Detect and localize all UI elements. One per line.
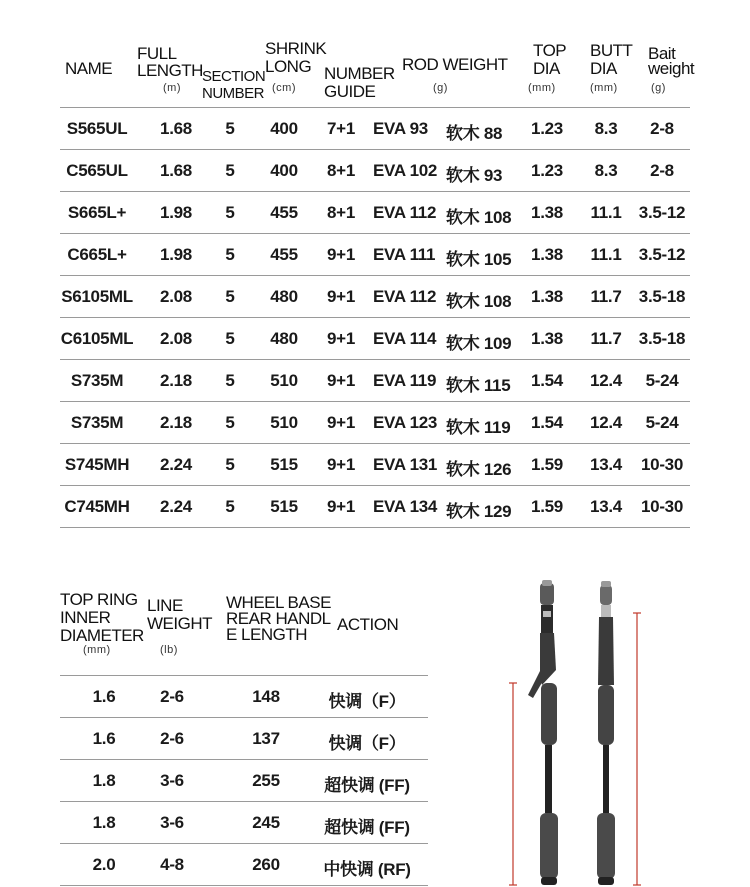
ring-cell-line: 2-6	[160, 729, 184, 748]
header-top-dia-2: DIA	[533, 59, 560, 78]
unit-line: (lb)	[160, 644, 178, 656]
spec-cell-name: S735M	[70, 413, 124, 432]
spec-cell-shrink: 400	[270, 119, 298, 138]
unit-bait: (g)	[651, 82, 666, 94]
header-full-length-1: FULL	[137, 44, 177, 63]
spec-cell-length: 2.18	[160, 371, 192, 390]
ring-cell-base: 245	[252, 813, 280, 832]
spec-cell-length: 2.18	[160, 413, 192, 432]
ring-row-rule	[60, 885, 428, 886]
spec-cell-butt-dia: 8.3	[594, 161, 618, 180]
spec-cell-top-dia: 1.54	[531, 413, 563, 432]
ring-cell-line: 2-6	[160, 687, 184, 706]
ring-row-rule	[60, 843, 428, 844]
spec-cell-length: 2.08	[160, 287, 192, 306]
spec-cell-name: S6105ML	[61, 287, 133, 306]
header-top-ring-2: INNER	[60, 608, 111, 627]
casting-rod-handle	[528, 580, 558, 885]
header-full-length-2: LENGTH	[137, 61, 203, 80]
spec-cell-eva: EVA 111	[373, 245, 436, 264]
spec-cell-length: 2.24	[160, 455, 192, 474]
header-butt-dia-1: BUTT	[590, 41, 633, 60]
ring-row-rule	[60, 801, 428, 802]
header-action: ACTION	[337, 615, 399, 634]
spinning-rod-handle	[597, 581, 615, 885]
spec-cell-eva: EVA 102	[373, 161, 438, 180]
spec-cell-top-dia: 1.38	[531, 287, 563, 306]
row-rule	[60, 485, 690, 486]
spec-cell-cork: 软木 115	[446, 376, 511, 395]
header-rod-weight: ROD WEIGHT	[402, 55, 508, 74]
spec-cell-guides: 8+1	[327, 161, 355, 180]
ring-cell-ring: 1.6	[92, 687, 116, 706]
spec-cell-sections: 5	[225, 203, 235, 222]
header-section-1: SECTION	[202, 68, 266, 85]
header-line-2: WEIGHT	[147, 614, 212, 633]
spec-cell-length: 1.98	[160, 203, 192, 222]
spec-cell-sections: 5	[225, 329, 235, 348]
spec-cell-top-dia: 1.59	[531, 497, 563, 516]
row-rule	[60, 149, 690, 150]
spec-cell-butt-dia: 13.4	[590, 497, 622, 516]
spec-cell-name: C6105ML	[60, 329, 134, 348]
spec-cell-length: 1.98	[160, 245, 192, 264]
spec-cell-sections: 5	[225, 245, 235, 264]
spec-cell-cork: 软木 129	[446, 502, 512, 521]
spec-cell-length: 2.24	[160, 497, 192, 516]
spec-cell-guides: 9+1	[327, 455, 355, 474]
spec-cell-shrink: 400	[270, 161, 298, 180]
spec-cell-sections: 5	[225, 371, 235, 390]
spec-cell-top-dia: 1.38	[531, 203, 563, 222]
spec-cell-length: 1.68	[160, 119, 192, 138]
row-rule	[60, 275, 690, 276]
header-line-1: LINE	[147, 596, 183, 615]
spec-cell-guides: 9+1	[327, 245, 355, 264]
row-rule	[60, 191, 690, 192]
spec-cell-eva: EVA 131	[373, 455, 438, 474]
header-top-ring-1: TOP RING	[60, 590, 138, 609]
spec-cell-eva: EVA 112	[373, 287, 437, 306]
spec-cell-eva: EVA 112	[373, 203, 437, 222]
fishing-rod-handles-image	[500, 575, 650, 887]
row-rule	[60, 527, 690, 528]
spec-cell-sections: 5	[225, 161, 235, 180]
spec-cell-eva: EVA 119	[373, 371, 437, 390]
ring-cell-base: 255	[252, 771, 280, 790]
ring-row-rule	[60, 759, 428, 760]
spec-cell-butt-dia: 11.1	[590, 203, 622, 222]
row-rule	[60, 401, 690, 402]
header-guide-1: NUMBER	[324, 64, 395, 83]
ring-cell-base: 148	[252, 687, 280, 706]
spec-cell-top-dia: 1.23	[531, 161, 563, 180]
header-wheel-2: REAR HANDL	[226, 609, 331, 628]
spec-cell-sections: 5	[225, 287, 235, 306]
spec-cell-top-dia: 1.38	[531, 329, 563, 348]
header-name: NAME	[65, 59, 113, 78]
unit-shrink: (cm)	[272, 82, 296, 94]
spec-cell-shrink: 480	[270, 329, 298, 348]
spec-cell-bait: 10-30	[641, 455, 683, 474]
spec-cell-guides: 9+1	[327, 497, 355, 516]
spec-cell-shrink: 515	[270, 455, 298, 474]
unit-top-ring: (mm)	[83, 644, 111, 656]
spec-cell-bait: 3.5-12	[638, 245, 686, 264]
spec-cell-cork: 软木 119	[446, 418, 511, 437]
spec-cell-name: S665L+	[67, 203, 127, 222]
spec-cell-top-dia: 1.59	[531, 455, 563, 474]
spec-cell-length: 2.08	[160, 329, 192, 348]
ring-cell-base: 260	[252, 855, 280, 874]
header-top-dia-1: TOP	[533, 41, 567, 60]
header-butt-dia-2: DIA	[590, 59, 617, 78]
spec-cell-name: S735M	[70, 371, 124, 390]
ring-cell-line: 4-8	[160, 855, 184, 874]
ring-cell-ring: 1.6	[92, 729, 116, 748]
spec-cell-guides: 8+1	[327, 203, 355, 222]
spec-cell-cork: 软木 108	[446, 208, 512, 227]
spec-cell-cork: 软木 88	[446, 124, 503, 143]
spec-cell-cork: 软木 93	[446, 166, 503, 185]
spec-cell-guides: 9+1	[327, 371, 355, 390]
spec-cell-butt-dia: 11.1	[590, 245, 622, 264]
spec-cell-eva: EVA 123	[373, 413, 438, 432]
spec-cell-sections: 5	[225, 413, 235, 432]
row-rule	[60, 233, 690, 234]
ring-cell-line: 3-6	[160, 771, 184, 790]
header-shrink-2: LONG	[265, 57, 312, 76]
spec-cell-top-dia: 1.38	[531, 245, 563, 264]
dimension-line-left	[509, 683, 517, 885]
spec-cell-top-dia: 1.23	[531, 119, 563, 138]
spec-cell-shrink: 455	[270, 245, 298, 264]
spec-cell-butt-dia: 11.7	[590, 329, 622, 348]
spec-cell-butt-dia: 11.7	[590, 287, 622, 306]
unit-full-length: (m)	[163, 82, 181, 94]
spec-cell-bait: 10-30	[641, 497, 683, 516]
spec-cell-eva: EVA 134	[373, 497, 438, 516]
spec-cell-bait: 3.5-18	[638, 329, 686, 348]
header-bait-2: weight	[648, 59, 695, 78]
row-rule	[60, 359, 690, 360]
spec-cell-name: S745MH	[64, 455, 130, 474]
ring-cell-action: 超快调 (FF)	[324, 776, 410, 795]
spec-cell-bait: 5-24	[645, 413, 679, 432]
spec-cell-eva: EVA 93	[373, 119, 428, 138]
spec-cell-bait: 3.5-18	[638, 287, 686, 306]
spec-cell-butt-dia: 13.4	[590, 455, 622, 474]
spec-cell-shrink: 480	[270, 287, 298, 306]
ring-cell-action: 快调（F）	[328, 692, 406, 711]
ring-header-rule	[60, 675, 428, 676]
ring-cell-action: 中快调 (RF)	[323, 860, 411, 879]
ring-cell-line: 3-6	[160, 813, 184, 832]
ring-row-rule	[60, 717, 428, 718]
spec-cell-bait: 2-8	[650, 161, 674, 180]
spec-cell-cork: 软木 109	[446, 334, 512, 353]
spec-cell-bait: 2-8	[650, 119, 674, 138]
ring-cell-ring: 1.8	[92, 813, 116, 832]
spec-cell-guides: 9+1	[327, 413, 355, 432]
spec-cell-shrink: 510	[270, 413, 298, 432]
ring-cell-action: 快调（F）	[328, 734, 406, 753]
header-bait-1: Bait	[648, 44, 676, 63]
unit-rod-weight: (g)	[433, 82, 448, 94]
spec-cell-bait: 3.5-12	[638, 203, 686, 222]
spec-cell-eva: EVA 114	[373, 329, 437, 348]
spec-cell-butt-dia: 12.4	[590, 371, 622, 390]
spec-cell-sections: 5	[225, 497, 235, 516]
header-rule	[60, 107, 690, 108]
spec-cell-shrink: 515	[270, 497, 298, 516]
ring-cell-action: 超快调 (FF)	[324, 818, 410, 837]
header-shrink-1: SHRINK	[265, 39, 327, 58]
spec-cell-cork: 软木 126	[446, 460, 512, 479]
ring-cell-ring: 1.8	[92, 771, 116, 790]
spec-cell-butt-dia: 8.3	[594, 119, 618, 138]
spec-cell-sections: 5	[225, 119, 235, 138]
spec-cell-guides: 9+1	[327, 329, 355, 348]
spec-cell-name: C745MH	[64, 497, 130, 516]
spec-cell-bait: 5-24	[645, 371, 679, 390]
spec-cell-name: C565UL	[66, 161, 128, 180]
spec-cell-cork: 软木 105	[446, 250, 512, 269]
spec-cell-butt-dia: 12.4	[590, 413, 622, 432]
header-wheel-3: E LENGTH	[226, 625, 308, 644]
row-rule	[60, 317, 690, 318]
unit-butt-dia: (mm)	[590, 82, 618, 94]
spec-cell-shrink: 455	[270, 203, 298, 222]
spec-cell-length: 1.68	[160, 161, 192, 180]
spec-cell-cork: 软木 108	[446, 292, 512, 311]
header-top-ring-3: DIAMETER	[60, 626, 144, 645]
header-section-2: NUMBER	[202, 85, 265, 102]
ring-cell-base: 137	[252, 729, 280, 748]
dimension-line-right	[633, 613, 641, 885]
spec-cell-name: S565UL	[66, 119, 128, 138]
header-guide-2: GUIDE	[324, 82, 376, 101]
header-wheel-1: WHEEL BASE	[226, 593, 331, 612]
row-rule	[60, 443, 690, 444]
ring-cell-ring: 2.0	[92, 855, 116, 874]
spec-cell-top-dia: 1.54	[531, 371, 563, 390]
spec-cell-guides: 9+1	[327, 287, 355, 306]
spec-cell-guides: 7+1	[327, 119, 355, 138]
spec-cell-sections: 5	[225, 455, 235, 474]
spec-cell-name: C665L+	[67, 245, 127, 264]
spec-cell-shrink: 510	[270, 371, 298, 390]
unit-top-dia: (mm)	[528, 82, 556, 94]
